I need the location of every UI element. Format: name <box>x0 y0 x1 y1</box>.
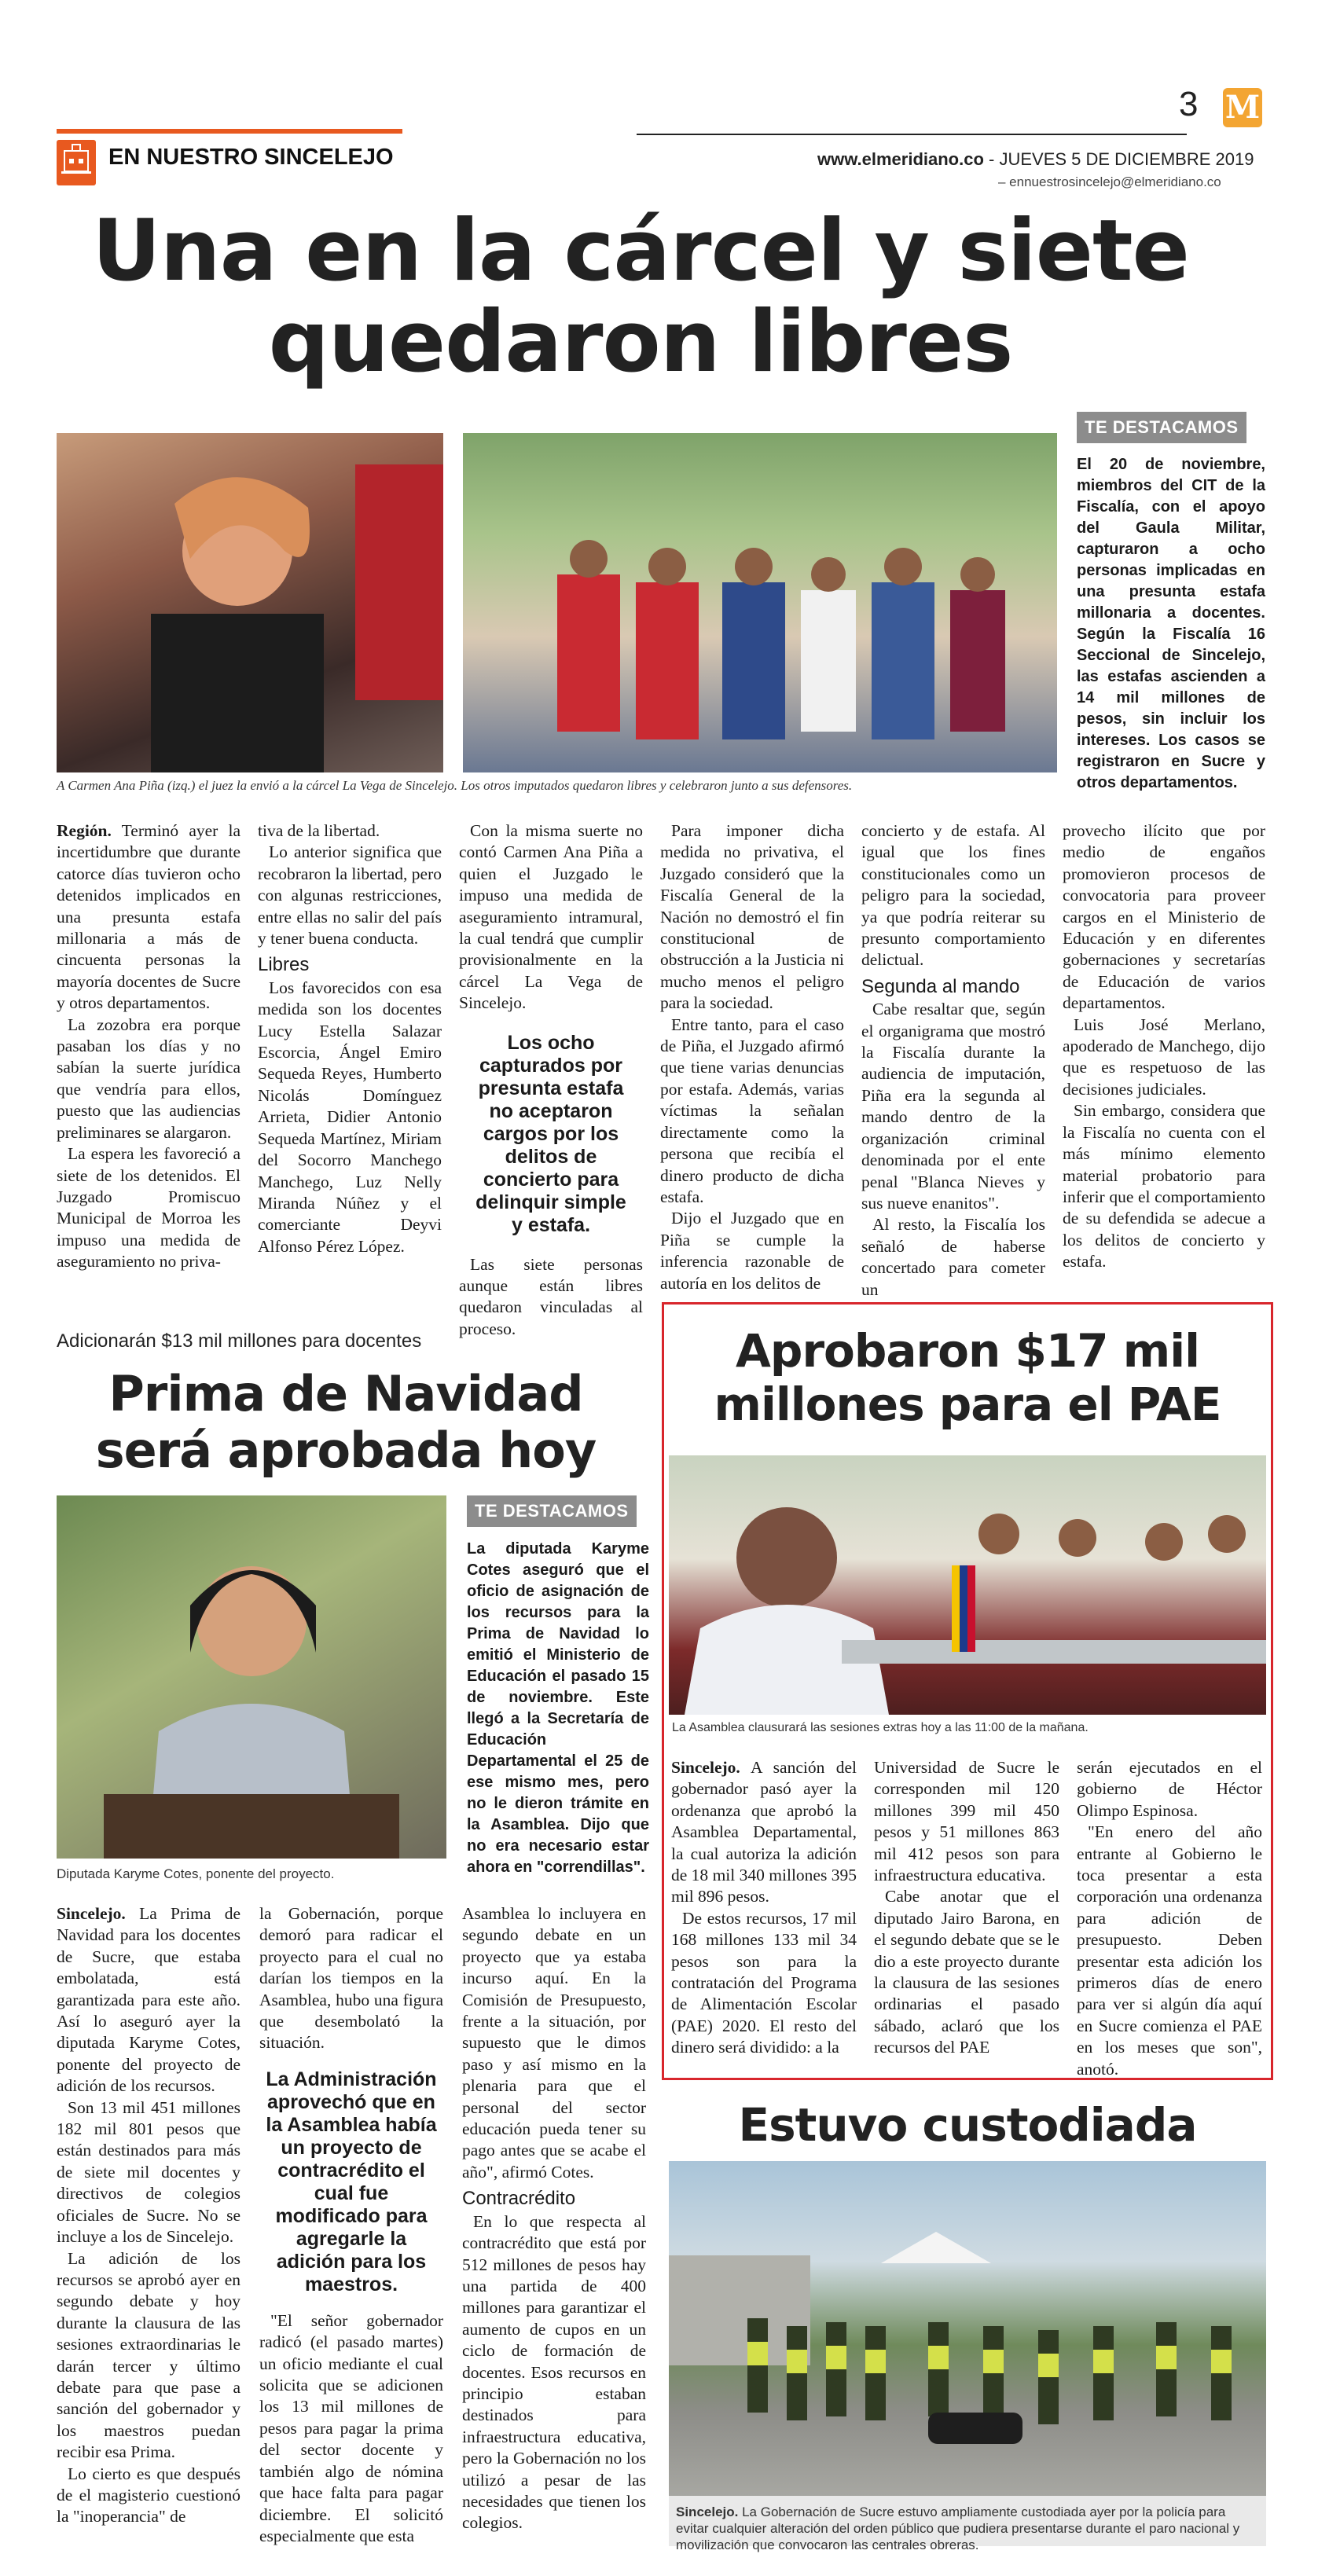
story1-badge: TE DESTACAMOS <box>1077 412 1246 443</box>
story3-col3: serán ejecutados en el gobierno de Héctor Olimpo Espinosa. "En enero del año entrante al Gobierno le toca presentar a esta corporación una ordenanza para adición de presupuesto. Deben presentar esta adición los primeros días de enero para ver si algún día aquí en Sucre comienza el PAE en los meses que son", anotó. <box>1077 1758 1262 2079</box>
photo-freed-group <box>463 433 1057 772</box>
subhead-libres: Libres <box>258 954 310 976</box>
section-rule <box>57 129 402 134</box>
story2-kicker: Adicionarán $13 mil millones para docentes <box>57 1330 422 1352</box>
photo-asamblea <box>669 1455 1266 1715</box>
story4-caption: Sincelejo. La Gobernación de Sucre estuvo ampliamente custodiada ayer por la policía para evitar cualquier alteración del orden público que pudiera presentarse durante el paro nacional y movilización que convocaron las centrales obreras. <box>676 2504 1240 2552</box>
story1-col6: provecho ilícito que por medio de engaños promovieron procesos de convocatoria para proveer cargos en el Ministerio de Educación y en diferentes gobernaciones y secretarías de Educación de varios departamentos. Luis José Merlano, apoderado de Manchego, dijo que es respetuoso de las decisiones judiciales. Sin embargo, considera que la Fiscalía no cuenta con el más mínimo elemento material probatorio para inferir que el comportamiento de su defendida se adecue a los delitos de concierto y estafa. <box>1063 821 1265 1271</box>
photo-carmen-ana-pina <box>57 433 443 772</box>
story1-col3: Con la misma suerte no contó Carmen Ana Piña a quien el Juzgado le impuso una medida de aseguramiento intramural, la cual tendrá que cumplir provisionalmente en la cárcel La Vega de Sincelejo. Los ocho capturados por presunta estafa no aceptaron cargos por los delitos de concierto para delinquir simple y estafa. Las siete personas aunque están libres quedaron vinculadas al proceso. <box>459 821 643 1338</box>
subhead-contracredito: Contracrédito <box>462 2188 576 2210</box>
story3-col1: Sincelejo. A sanción del gobernador pasó ayer la ordenanza que aprobó la Asamblea Departamental, la cual autoriza la adición de 18 mil 340 millones 395 mil 896 pesos. De estos recursos, 17 mil 168 millones 133 mil 34 pesos son para la contratación del Programa de Alimentación Escolar (PAE) 2020. El resto del dinero será dividido: a la <box>671 1758 857 2057</box>
story2-headline: Prima de Navidad será aprobada hoy <box>95 1365 597 1479</box>
header-dateline <box>817 149 1254 170</box>
story1-col1: Región. Terminó ayer la incertidumbre que durante catorce días tuvieron ocho detenidos implicados en una presunta estafa millonaria a más de cincuenta personas la mayoría docentes de Sucre y otros departamentos. La zozobra era porque pasaban los días y no sabían la suerte jurídica que vendría para ellos, puesto que las audiencias preliminares se alargaron. La espera les favoreció a siete de los detenidos. El Juzgado Promiscuo Municipal de Morroa les impuso una medida de aseguramiento no priva- <box>57 821 240 1271</box>
pull-quote: Los ocho capturados por presunta estafa no aceptaron cargos por los delitos de concierto para delinquir simple y estafa. <box>475 1031 626 1236</box>
section-email[interactable]: – ennuestrosincelejo@elmeridiano.co <box>998 174 1221 189</box>
story4-headline: Estuvo custodiada <box>738 2098 1197 2152</box>
story2-col1: Sincelejo. La Prima de Navidad para los docentes de Sucre, que estaba embolatada, está garantizada para este año. Así lo aseguró ayer la diputada Karyme Cotes, ponente del proyecto de adición de los recursos. Son 13 mil 451 millones 182 mil 801 pesos que están destinados para más de siete mil docentes y directivos de colegios oficiales de Sucre. No se incluye a los de Sincelejo. La adición de los recursos se aprobó ayer en segundo debate y hoy durante la clausura de las sesiones extraordinarias le darán tercer y último debate para que pase a sanción del gobernador y los maestros puedan recibir esa Prima. Lo cierto es que después de el magisterio cuestionó la "inoperancia" de <box>57 1904 240 2526</box>
section-icon <box>57 140 96 185</box>
story1-caption: A Carmen Ana Piña (izq.) el juez la envió a la cárcel La Vega de Sincelejo. Los otros imputados quedaron libres y celebraron junto a sus defensores. <box>57 778 853 793</box>
pull-quote-2: La Administración aprovechó que en la Asamblea había un proyecto de contracrédito el cual fue modificado para agregarle la adición para los maestros. <box>266 2068 437 2295</box>
story3-headline: Aprobaron $17 mil millones para el PAE <box>714 1324 1221 1431</box>
story1-col2: tiva de la libertad. Lo anterior significa que recobraron la libertad, pero con algunas restricciones, entre ellas no salir del país y tener buena conducta. Libres Los favorecidos con esa medida son los docentes Lucy Estella Salazar Escorcia, Ángel Emiro Sequeda Reyes, Humberto Nicolás Domínguez Arrieta, Didier Antonio Sequeda Martínez, Miriam del Socorro Manchego Manchego, Luz Nelly Miranda Núñez y el comerciante Deyvi Alfonso Pérez López. <box>258 821 442 1256</box>
website-link[interactable]: www.elmeridiano.co <box>817 149 984 169</box>
story2-col3: Asamblea lo incluyera en segundo debate en un proyecto que ya estaba incurso aquí. En la Comisión de Presupuesto, frente a la situación, por supuesto que le dimos paso y así mismo en la plenaria para que el personal del sector educación pueda tener su pago antes que se acabe el año", afirmó Cotes. Contracrédito En lo que respecta al contracrédito que está por 512 millones de pesos hay una partida de 400 millones para garantizar el aumento de cupos en un ciclo de formación de docentes. Esos recursos en principio estaban destinados para infraestructura educativa, pero la Gobernación no los utilizó a pesar de las necesidades que tienen los colegios. <box>462 1904 646 2533</box>
story2-caption: Diputada Karyme Cotes, ponente del proyecto. <box>57 1866 335 1881</box>
photo-police-custody <box>669 2161 1266 2496</box>
date: - JUEVES 5 DE DICIEMBRE 2019 <box>983 149 1254 169</box>
page-number: 3 <box>1179 85 1199 123</box>
story2-col2: la Gobernación, porque demoró para radicar el proyecto para el cual no darían los tiempos en la Asamblea, hubo una figura que desembolató la situación. La Administración aprovechó que en la Asamblea había un proyecto de contracrédito el cual fue modificado para agregarle la adición para los maestros. "El señor gobernador radicó (el pasado martes) un oficio mediante el cual solicita que se adicionen los 13 mil millones de pesos para pagar la prima del sector docente y también algo de nómina que hace falta para pagar diciembre. El solicitó especialmente que esta <box>259 1904 443 2545</box>
subhead-segunda-al-mando: Segunda al mando <box>861 975 1020 997</box>
story2-sidebar: La diputada Karyme Cotes aseguró que el oficio de asignación de los recursos para la Prima de Navidad lo emitió el Ministerio de Educación el pasado 15 de noviembre. Este llegó a la Secretaría de Educación Departamental el 25 de ese mismo mes, pero no le dieron trámite en la Asamblea. Dijo que no era necesario estar ahora en "correndillas". <box>467 1540 649 1876</box>
story2-badge: TE DESTACAMOS <box>467 1495 637 1527</box>
section-label: EN NUESTRO SINCELEJO <box>108 145 394 170</box>
story3-col2: Universidad de Sucre le corresponden mil 120 millones 399 mil 450 pesos y 51 millones 863 mil 412 pesos son para infraestructura educativa. Cabe anotar que el diputado Jairo Barona, en el segundo debate que se le dio a este proyecto durante la clausura de las sesiones ordinarias el pasado sábado, aclaró que los recursos del PAE <box>874 1758 1059 2057</box>
logo-icon: M <box>1223 88 1262 127</box>
photo-karyme-cotes <box>57 1495 446 1859</box>
story3-caption: La Asamblea clausurará las sesiones extras hoy a las 11:00 de la mañana. <box>672 1721 1089 1734</box>
header-rule <box>637 134 1187 135</box>
story1-col5: concierto y de estafa. Al igual que los fines constitucionales como un peligro para la sociedad, ya que podría reiterar su presunto comportamiento delictual. Segunda al mando Cabe resaltar que, según el organigrama que mostró la Fiscalía durante la audiencia de imputación, Piña era la segunda al mando dentro de la organización criminal denominada por el ente penal "Blanca Nieves y sus nueve enanitos". Al resto, la Fiscalía los señaló de haberse concertado para cometer un <box>861 821 1045 1299</box>
story1-headline: Una en la cárcel y siete quedaron libres <box>92 202 1189 391</box>
story1-col4: Para imponer dicha medida no privativa, el Juzgado consideró que la Fiscalía General de la Nación no demostró el fin constitucional de obstrucción a la Justicia ni mucho menos el peligro para la sociedad. Entre tanto, para el caso de Piña, el Juzgado afirmó que tiene varias denuncias por estafa. Además, varias víctimas la señalan directamente como la persona que recibía el dinero producto de dicha estafa. Dijo el Juzgado que en Piña se cumple la inferencia razonable de autoría en los delitos de <box>660 821 844 1293</box>
story1-sidebar: El 20 de noviembre, miembros del CIT de la Fiscalía, con el apoyo del Gaula Militar, capturaron a ocho personas implicadas en una presunta estafa millonaria a docentes. Según la Fiscalía 16 Seccional de Sincelejo, las estafas ascienden a 14 mil millones de pesos, sin incluir los intereses. Los casos se registraron en Sucre y otros departamentos. <box>1077 456 1265 791</box>
